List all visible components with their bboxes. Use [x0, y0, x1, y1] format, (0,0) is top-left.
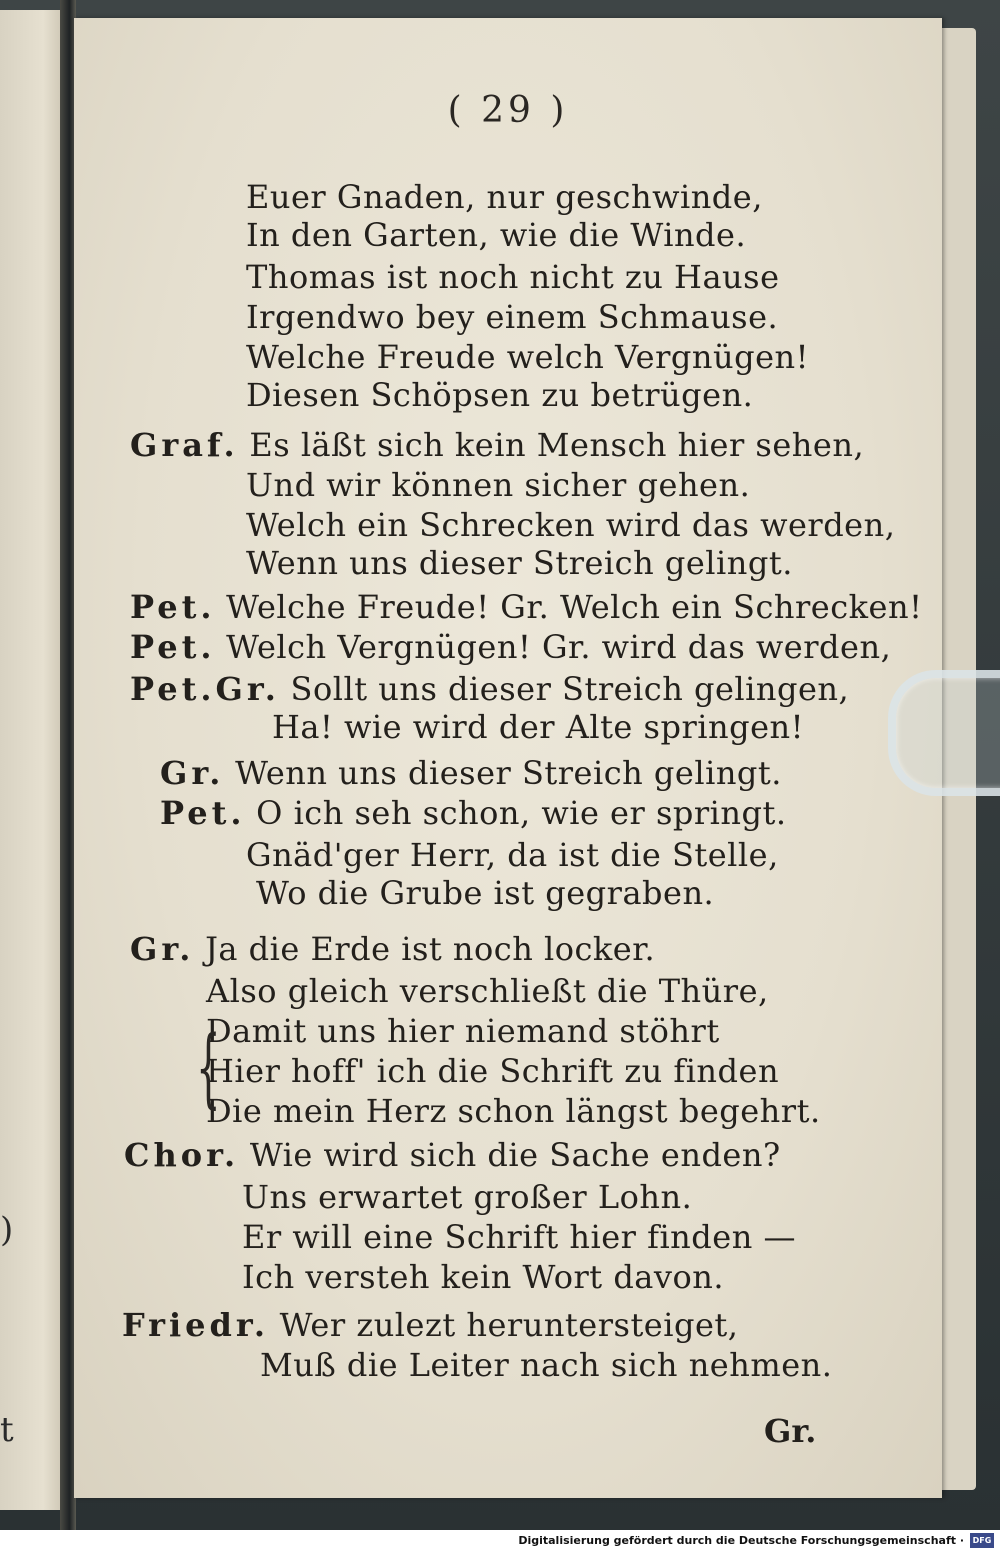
verse-line: Hier hoff' ich die Schrift zu finden	[206, 1052, 780, 1090]
verse-line: Und wir können sicher gehen.	[246, 466, 751, 504]
verse-line: Thomas ist noch nicht zu Hause	[246, 258, 780, 296]
verse-line: Die mein Herz schon längst begehrt.	[206, 1092, 821, 1130]
left-page-mark: )	[0, 1210, 14, 1250]
speaker-label: Pet.	[160, 794, 246, 832]
speaker-line: Chor. Wie wird sich die Sache enden?	[124, 1136, 781, 1174]
speaker-line: Gr. Wenn uns dieser Streich gelingt.	[160, 754, 782, 792]
page-number: ( 29 )	[447, 90, 569, 131]
verse-line: Wenn uns dieser Streich gelingt.	[246, 544, 793, 582]
speaker-line: Pet. Welch Vergnügen! Gr. wird das werden,	[130, 628, 892, 666]
dfg-logo: DFG	[970, 1533, 994, 1548]
previous-page-edge	[0, 10, 62, 1510]
verse-line: Uns erwartet großer Lohn.	[242, 1178, 693, 1216]
verse-line: In den Garten, wie die Winde.	[246, 216, 747, 254]
speaker-line: Graf. Es läßt sich kein Mensch hier sehen,	[130, 426, 865, 464]
footer-credit: Digitalisierung gefördert durch die Deutsche Forschungsgemeinschaft ·	[518, 1534, 964, 1547]
catchword: Gr.	[764, 1412, 817, 1450]
verse-line: Ha! wie wird der Alte springen!	[272, 708, 804, 746]
brace-mark: {	[196, 1018, 221, 1118]
verse-line: Euer Gnaden, nur geschwinde,	[246, 178, 763, 216]
footer-bar	[0, 1530, 1000, 1552]
verse-line: Ich versteh kein Wort davon.	[242, 1258, 724, 1296]
verse-line: Welche Freude welch Vergnügen!	[246, 338, 809, 376]
speaker-line: Pet. O ich seh schon, wie er springt.	[160, 794, 787, 832]
left-page-mark: t	[0, 1410, 14, 1450]
speaker-line: Pet. Welche Freude! Gr. Welch ein Schrecken!	[130, 588, 923, 626]
speaker-label: Gr.	[160, 754, 225, 792]
verse-line: Wo die Grube ist gegraben.	[256, 874, 715, 912]
speaker-label: Graf.	[130, 426, 239, 464]
verse-line: Er will eine Schrift hier finden —	[242, 1218, 796, 1256]
speaker-label: Pet.	[130, 588, 216, 626]
verse-line: Gnäd'ger Herr, da ist die Stelle,	[246, 836, 779, 874]
book-page	[74, 18, 942, 1498]
speaker-label: Pet.Gr.	[130, 670, 280, 708]
verse-line: Welch ein Schrecken wird das werden,	[246, 506, 896, 544]
verse-line: Diesen Schöpsen zu betrügen.	[246, 376, 754, 414]
speaker-label: Friedr.	[122, 1306, 269, 1344]
verse-line: Also gleich verschließt die Thüre,	[206, 972, 769, 1010]
speaker-label: Gr.	[130, 930, 195, 968]
verse-line: Muß die Leiter nach sich nehmen.	[260, 1346, 833, 1384]
speaker-line: Friedr. Wer zulezt heruntersteiget,	[122, 1306, 739, 1344]
paper-clip	[888, 670, 1000, 796]
speaker-label: Pet.	[130, 628, 216, 666]
speaker-line: Gr. Ja die Erde ist noch locker.	[130, 930, 656, 968]
verse-line: Damit uns hier niemand stöhrt	[206, 1012, 720, 1050]
verse-line: Irgendwo bey einem Schmause.	[246, 298, 779, 336]
speaker-line: Pet.Gr. Sollt uns dieser Streich gelingen,	[130, 670, 850, 708]
speaker-label: Chor.	[124, 1136, 240, 1174]
